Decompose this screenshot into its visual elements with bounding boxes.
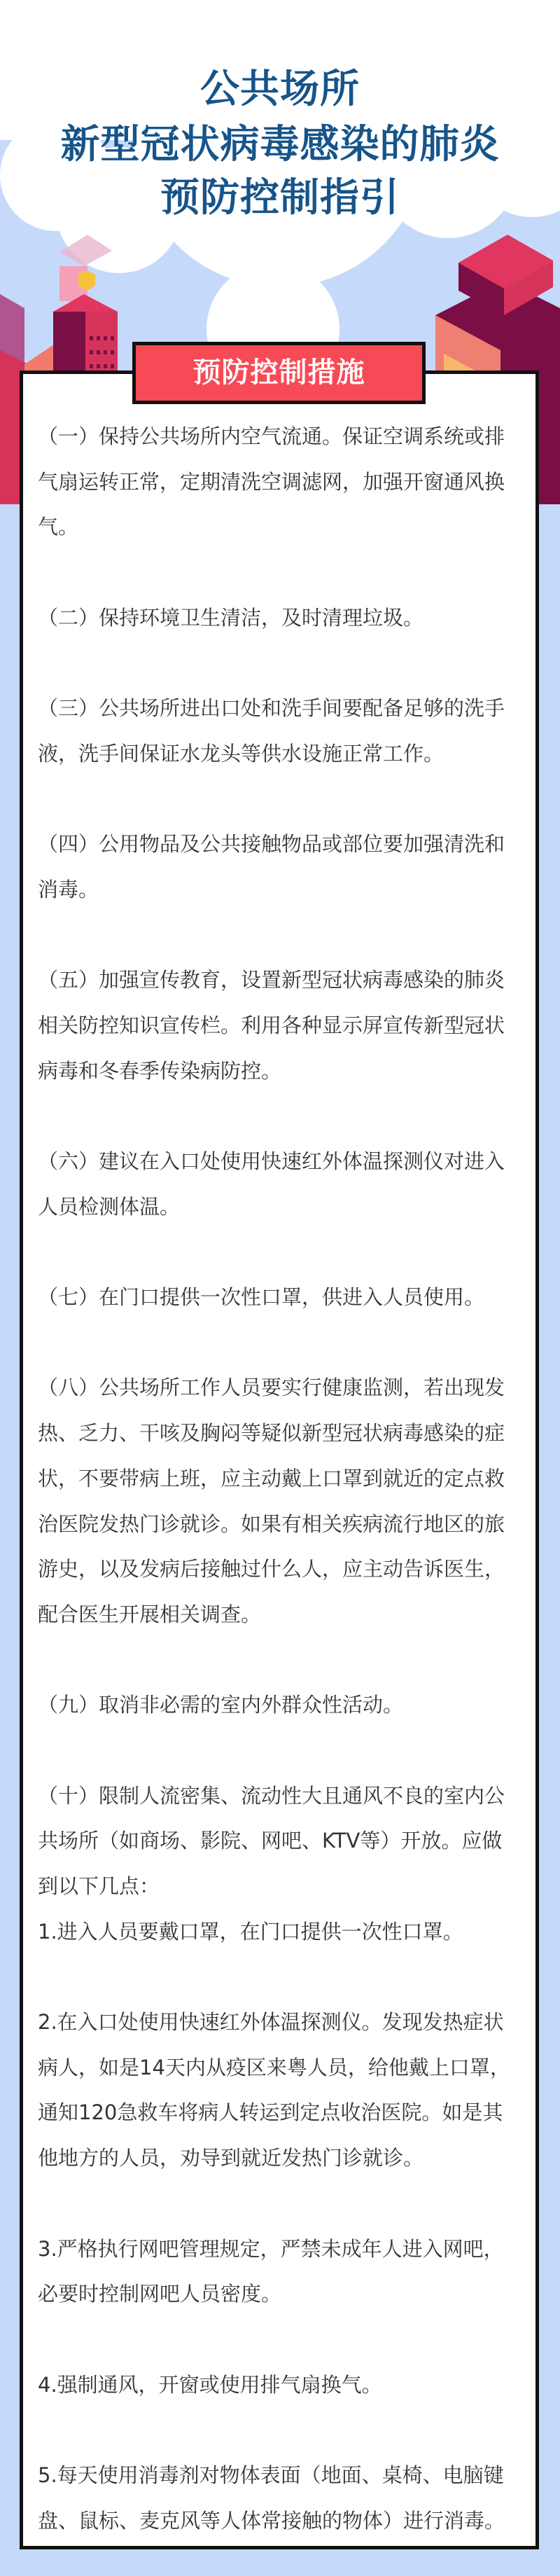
- paragraph-spacer: [38, 2181, 528, 2227]
- measure-paragraph: [38, 414, 528, 550]
- paragraph-line: 通知120急救车将病人转运到定点收治医院。如是其: [38, 2100, 503, 2125]
- paragraph-line: （七）在门口提供一次性口罩，供进入人员使用。: [38, 1285, 485, 1310]
- paragraph-line: 到以下几点：: [38, 1874, 160, 1898]
- paragraph-line: （六）建议在入口处使用快速红外体温探测仪对进入: [38, 1149, 505, 1173]
- page-title-line-3: 预防控制指引: [160, 175, 400, 221]
- paragraph-line: 5.每天使用消毒剂对物体表面（地面、桌椅、电脑键: [38, 2463, 504, 2487]
- measure-paragraph: [38, 957, 528, 1093]
- paragraph-line: （十）限制人流密集、流动性大且通风不良的室内公: [38, 1783, 505, 1808]
- page-title-line-2: 新型冠状病毒感染的肺炎: [60, 122, 500, 167]
- paragraph-spacer: [38, 1229, 528, 1275]
- measure-paragraph: [38, 2000, 528, 2181]
- paragraph-line: 他地方的人员，劝导到就近发热门诊就诊。: [38, 2146, 424, 2170]
- paragraph-line: 病毒和冬春季传染病防控。: [38, 1058, 282, 1083]
- paragraph-spacer: [38, 777, 528, 822]
- paragraph-line: 1.进入人员要戴口罩，在门口提供一次性口罩。: [38, 1919, 463, 1944]
- paragraph-spacer: [38, 550, 528, 595]
- measure-paragraph: [38, 2227, 528, 2317]
- paragraph-line: 相关防控知识宣传栏。利用各种显示屏宣传新型冠状: [38, 1013, 505, 1037]
- measure-paragraph: [38, 1682, 528, 1728]
- paragraph-line: 盘、鼠标、麦克风等人体常接触的物体）进行消毒。: [38, 2508, 505, 2533]
- paragraph-line: （四）公用物品及公共接触物品或部位要加强清洗和: [38, 832, 505, 857]
- measure-paragraph: [38, 822, 528, 912]
- paragraph-line: 人员检测体温。: [38, 1194, 181, 1219]
- paragraph-line: 消毒。: [38, 877, 99, 901]
- paragraph-spacer: [38, 2317, 528, 2362]
- measure-paragraph: [38, 2362, 528, 2408]
- paragraph-line: （九）取消非必需的室内外群众性活动。: [38, 1693, 404, 1717]
- measure-paragraph: [38, 2453, 528, 2543]
- measure-paragraph: [38, 595, 528, 641]
- measure-paragraph: [38, 1365, 528, 1637]
- paragraph-line: 配合医生开展相关调查。: [38, 1602, 262, 1626]
- paragraph-line: 气扇运转正常，定期清洗空调滤网，加强开窗通风换: [38, 469, 505, 494]
- paragraph-spacer: [38, 1728, 528, 1773]
- paragraph-line: （五）加强宣传教育，设置新型冠状病毒感染的肺炎: [38, 968, 505, 992]
- content-card: [20, 371, 539, 2549]
- paragraph-line: （二）保持环境卫生清洁，及时清理垃圾。: [38, 605, 424, 630]
- paragraph-line: 热、乏力、干咳及胸闷等疑似新型冠状病毒感染的症: [38, 1421, 505, 1446]
- measures-list: [38, 414, 528, 2543]
- paragraph-spacer: [38, 1637, 528, 1683]
- paragraph-line: 2.在入口处使用快速红外体温探测仪。发现发热症状: [38, 2010, 504, 2035]
- paragraph-line: 状，不要带病上班，应主动戴上口罩到就近的定点救: [38, 1466, 505, 1490]
- paragraph-spacer: [38, 1093, 528, 1139]
- paragraph-line: 3.严格执行网吧管理规定，严禁未成年人进入网吧，: [38, 2236, 504, 2261]
- section-header: 预防控制措施: [132, 342, 426, 404]
- paragraph-line: 4.强制通风，开窗或使用排气扇换气。: [38, 2372, 382, 2397]
- paragraph-line: 游史，以及发病后接触过什么人，应主动告诉医生，: [38, 1557, 505, 1581]
- paragraph-line: 气。: [38, 515, 79, 539]
- paragraph-spacer: [38, 1320, 528, 1366]
- paragraph-line: （八）公共场所工作人员要实行健康监测，若出现发: [38, 1376, 505, 1400]
- paragraph-line: 治医院发热门诊就诊。如果有相关疾病流行地区的旅: [38, 1511, 505, 1536]
- paragraph-line: 必要时控制网吧人员密度。: [38, 2282, 282, 2306]
- measure-paragraph: [38, 686, 528, 776]
- paragraph-line: 病人，如是14天内从疫区来粤人员，给他戴上口罩，: [38, 2055, 510, 2079]
- paragraph-line: 共场所（如商场、影院、网吧、KTV等）开放。应做: [38, 1829, 503, 1853]
- paragraph-spacer: [38, 1954, 528, 2000]
- page-title-line-1: 公共场所: [200, 67, 360, 112]
- measure-paragraph: [38, 1773, 528, 1955]
- paragraph-spacer: [38, 640, 528, 686]
- paragraph-line: 液，洗手间保证水龙头等供水设施正常工作。: [38, 741, 444, 766]
- paragraph-spacer: [38, 913, 528, 958]
- paragraph-line: （三）公共场所进出口处和洗手间要配备足够的洗手: [38, 696, 505, 721]
- paragraph-line: （一）保持公共场所内空气流通。保证空调系统或排: [38, 424, 505, 448]
- measure-paragraph: [38, 1139, 528, 1229]
- paragraph-spacer: [38, 2407, 528, 2453]
- measure-paragraph: [38, 1275, 528, 1320]
